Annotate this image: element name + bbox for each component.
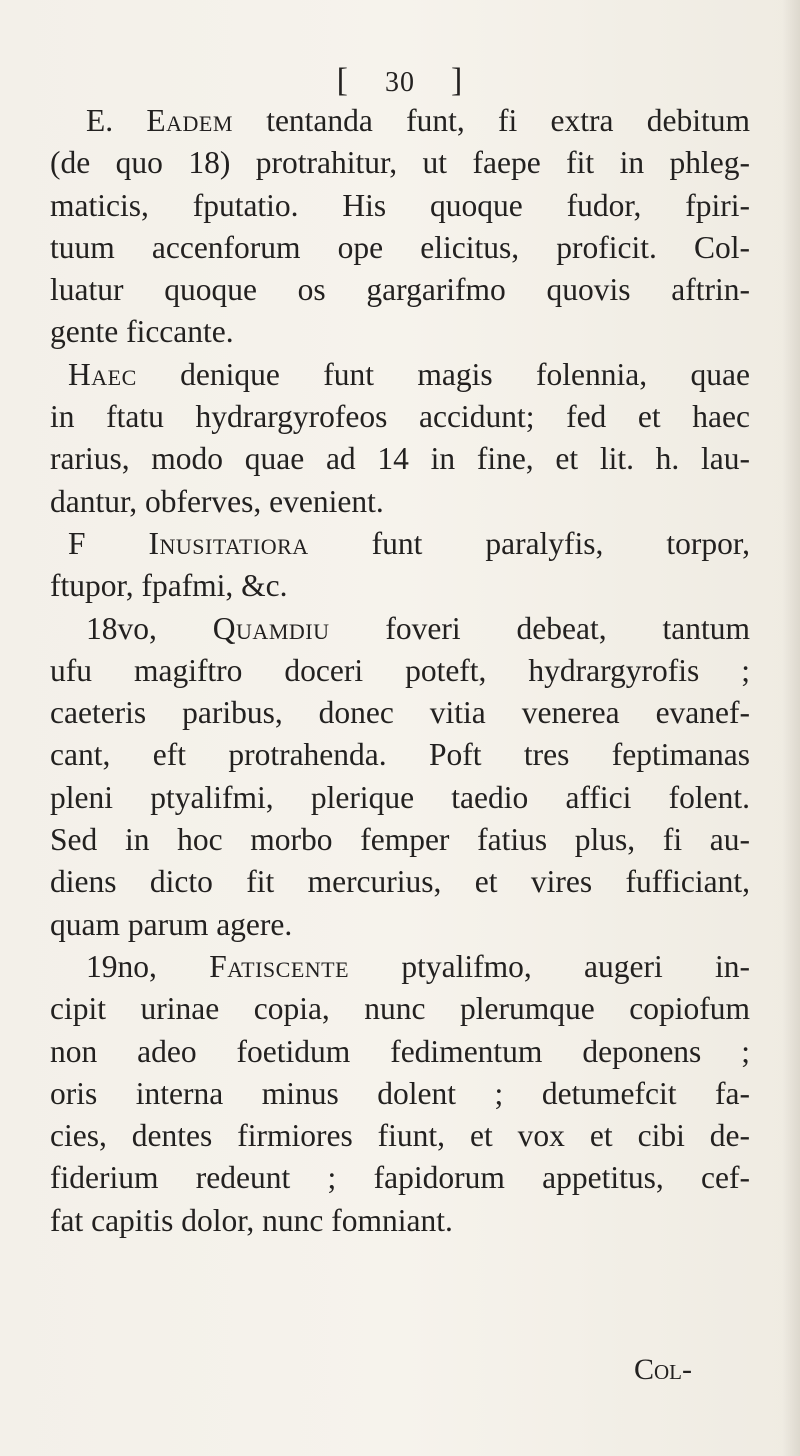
text-line <box>50 1157 750 1199</box>
text-line <box>50 481 750 523</box>
line-text: luatur quoque os gargarifmo quovis aftrin- <box>50 272 750 308</box>
text-line <box>50 396 750 438</box>
line-lead: 18vo, <box>86 610 213 646</box>
text-line <box>50 100 750 142</box>
text-line <box>50 1115 750 1157</box>
text-line <box>50 565 750 607</box>
line-text: ptyalifmo, augeri in- <box>349 948 750 984</box>
line-text: cies, dentes firmiores fiunt, et vox et cibi de- <box>50 1118 750 1154</box>
line-lead: 19no, <box>86 948 210 984</box>
page-edge-shadow <box>782 0 800 1456</box>
bracket-close: ] <box>451 62 464 99</box>
text-line <box>50 988 750 1030</box>
paragraph <box>50 354 750 523</box>
small-caps-word: Eadem <box>146 103 233 138</box>
catchword: Col- <box>634 1353 692 1386</box>
line-text: in ftatu hydrargyrofeos accidunt; fed et haec <box>50 399 750 435</box>
line-text: tentanda funt, fi extra debitum <box>232 103 750 138</box>
page-number: 30 <box>385 67 415 98</box>
text-line <box>50 946 750 988</box>
line-lead: E. <box>86 103 147 138</box>
small-caps-word: Fatiscente <box>209 948 350 984</box>
small-caps-word: Haec <box>68 356 137 392</box>
line-text: (de quo 18) protrahitur, ut faepe fit in phleg- <box>50 145 750 181</box>
page-header <box>0 62 800 100</box>
line-text: caeteris paribus, donec vitia venerea evanef- <box>50 695 750 731</box>
line-text: Sed in hoc morbo femper fatius plus, fi au- <box>50 822 750 858</box>
line-text: oris interna minus dolent ; detumefcit fa- <box>50 1075 750 1111</box>
text-line <box>50 311 750 353</box>
line-text: rarius, modo quae ad 14 in fine, et lit. h. lau- <box>50 441 750 477</box>
line-text: cant, eft protrahenda. Poft tres feptimanas <box>50 737 750 773</box>
text-line <box>50 650 750 692</box>
line-text: pleni ptyalifmi, plerique taedio affici folent. <box>50 779 750 815</box>
text-line <box>50 608 750 650</box>
line-text: denique funt magis folennia, quae <box>136 356 750 392</box>
line-text: diens dicto fit mercurius, et vires fufficiant, <box>50 864 750 900</box>
line-text: quam parum agere. <box>50 906 293 942</box>
line-text: dantur, obferves, evenient. <box>50 483 384 519</box>
line-text: fiderium redeunt ; fapidorum appetitus, cef- <box>50 1160 750 1196</box>
line-text: tuum accenforum ope elicitus, proficit. Col- <box>50 229 750 265</box>
paragraph <box>50 100 750 354</box>
line-text: cipit urinae copia, nunc plerumque copiofum <box>50 991 750 1027</box>
line-text: ftupor, fpafmi, &c. <box>50 568 288 604</box>
text-line <box>50 861 750 903</box>
text-line <box>50 1031 750 1073</box>
line-text: non adeo foetidum fedimentum deponens ; <box>50 1033 750 1069</box>
text-line <box>50 1073 750 1115</box>
text-line <box>50 1200 750 1242</box>
line-text: foveri debeat, tantum <box>329 610 750 646</box>
body-text <box>50 100 750 1242</box>
line-text: fat capitis dolor, nunc fomniant. <box>50 1202 453 1238</box>
paragraph <box>50 608 750 946</box>
line-lead: F <box>68 525 149 561</box>
text-line <box>50 354 750 396</box>
line-text: ufu magiftro doceri poteft, hydrargyrofis ; <box>50 652 750 688</box>
text-line <box>50 692 750 734</box>
text-line <box>50 523 750 565</box>
text-line <box>50 777 750 819</box>
text-line <box>50 142 750 184</box>
line-text: funt paralyfis, torpor, <box>308 525 750 561</box>
line-text: gente ficcante. <box>50 314 234 350</box>
text-line <box>50 734 750 776</box>
text-line <box>50 819 750 861</box>
line-text: maticis, fputatio. His quoque fudor, fpiri- <box>50 187 750 223</box>
text-line <box>50 904 750 946</box>
text-line <box>50 185 750 227</box>
small-caps-word: Inusitatiora <box>148 525 309 561</box>
text-line <box>50 269 750 311</box>
small-caps-word: Quamdiu <box>212 610 330 646</box>
paragraph <box>50 523 750 608</box>
paragraph <box>50 946 750 1242</box>
bracket-open: [ <box>336 62 349 99</box>
text-line <box>50 227 750 269</box>
text-line <box>50 438 750 480</box>
